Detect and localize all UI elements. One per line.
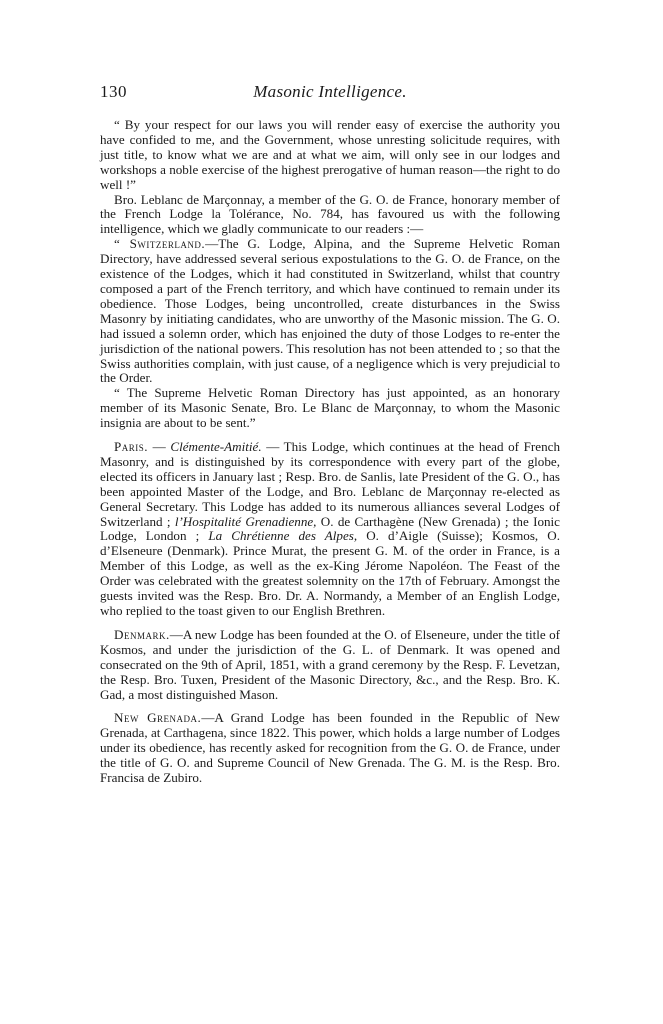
lodge-name: Clémente-Amitié.	[170, 439, 262, 455]
paragraph-text: O. de Carthagène (New Grenada) ; the Ionic Lodge, London ;	[100, 513, 560, 544]
page-header	[100, 82, 560, 106]
section-lead-denmark: Denmark.	[114, 626, 170, 642]
paragraph-text: “ By your respect for our laws you will render easy of exercise the authority you have confided to me, and the Government, whose unresting solicitude requires, with just title, to know what we are and at what we aim, will only see in our lodges and workshops a noble exercise of the highest prerogative of human reason—the right to do well !”	[100, 117, 560, 192]
running-title: Masonic Intelligence.	[253, 82, 407, 101]
dash: —	[148, 439, 171, 455]
paragraph-new-grenada	[100, 711, 560, 786]
paragraph-text: — This Lodge, which continues at the head of French Masonry, and is distinguished by its correspondence with every part of the globe, elected its officers in January last ; Resp. Bro. de Sanlis, late President of the G. O., has been appointed Master of the Lodge, and Bro. Leblanc de Marçonnay re-elected as General Secretary. This Lodge has added to its numerous alliances several Lodges of Switzerland ;	[100, 439, 560, 529]
book-page	[100, 82, 560, 786]
paragraph-text: —The G. Lodge, Alpina, and the Supreme Helvetic Roman Directory, have addressed several serious expostulations to the G. O. de France, on the existence of the Lodges, which it had constituted in Switzerland, whilst that country composed a part of the French territory, and which have continued to remain under its obedience. Those Lodges, being uncontrolled, create disturbances in the Swiss Masonry by initiating candidates, who are unworthy of the Masonic mission. The G. O. had issued a solemn order, which has enjoined the duty of those Lodges to re-enter the jurisdiction of the national powers. This resolution has not been attended to ; so that the Swiss authorities complain, with just cause, of a negligence which is very prejudicial to the Order.	[100, 236, 560, 386]
paragraph-text: O. d’Aigle (Suisse); Kosmos, O. d’Elseneure (Denmark). Prince Murat, the present G. M. of the order in France, is a Member of this Lodge, as well as the ex-King Jérome Napoléon. The Feast of the Order was celebrated with the greatest solemnity on the 17th of February. Amongst the guests invited was the Resp. Bro. Dr. A. Normandy, a Member of an English Lodge, who replied to the toast given to our English Brethren.	[100, 528, 560, 618]
section-lead-switzerland: “ Switzerland.	[114, 236, 206, 252]
paragraph-text: “ The Supreme Helvetic Roman Directory has just appointed, as an honorary member of its Masonic Senate, Bro. Le Blanc de Marçonnay, to whom the Masonic insignia are about to be sent.”	[100, 385, 560, 431]
section-lead-new-grenada: New Grenada.	[114, 710, 202, 726]
section-lead-paris: Paris.	[114, 439, 149, 455]
paragraph-paris	[100, 440, 560, 619]
paragraph-switzerland	[100, 237, 560, 386]
paragraph-text: Bro. Leblanc de Marçonnay, a member of the G. O. de France, honorary member of the French Lodge la Tolérance, No. 784, has favoured us with the following intelligence, which we gladly communicate to our readers :—	[100, 191, 560, 237]
paragraph-text: —A Grand Lodge has been founded in the Republic of New Grenada, at Carthagena, since 1822. This power, which holds a large number of Lodges under its obedience, has recently asked for recognition from the G. O. de France, under the title of G. O. and Supreme Council of New Grenada. The G. M. is the Resp. Bro. Francisa de Zubiro.	[100, 710, 560, 786]
paragraph-correspondent	[100, 193, 560, 238]
paragraph-quote-address	[100, 118, 560, 193]
lodge-name: La Chrétienne des Alpes,	[208, 528, 358, 544]
page-number: 130	[100, 82, 127, 101]
paragraph-text: —A new Lodge has been founded at the O. of Elseneure, under the title of Kosmos, and under the jurisdiction of the G. L. of Denmark. It was opened and consecrated on the 9th of April, 1851, with a grand ceremony by the Resp. F. Levetzan, the Resp. Bro. Tuxen, President of the Masonic Directory, &c., and the Resp. Bro. K. Gad, a most distinguished Mason.	[100, 626, 560, 702]
paragraph-helvetic-directory	[100, 386, 560, 431]
paragraph-denmark	[100, 628, 560, 703]
lodge-name: l’Hospitalité Grenadienne,	[174, 513, 317, 529]
